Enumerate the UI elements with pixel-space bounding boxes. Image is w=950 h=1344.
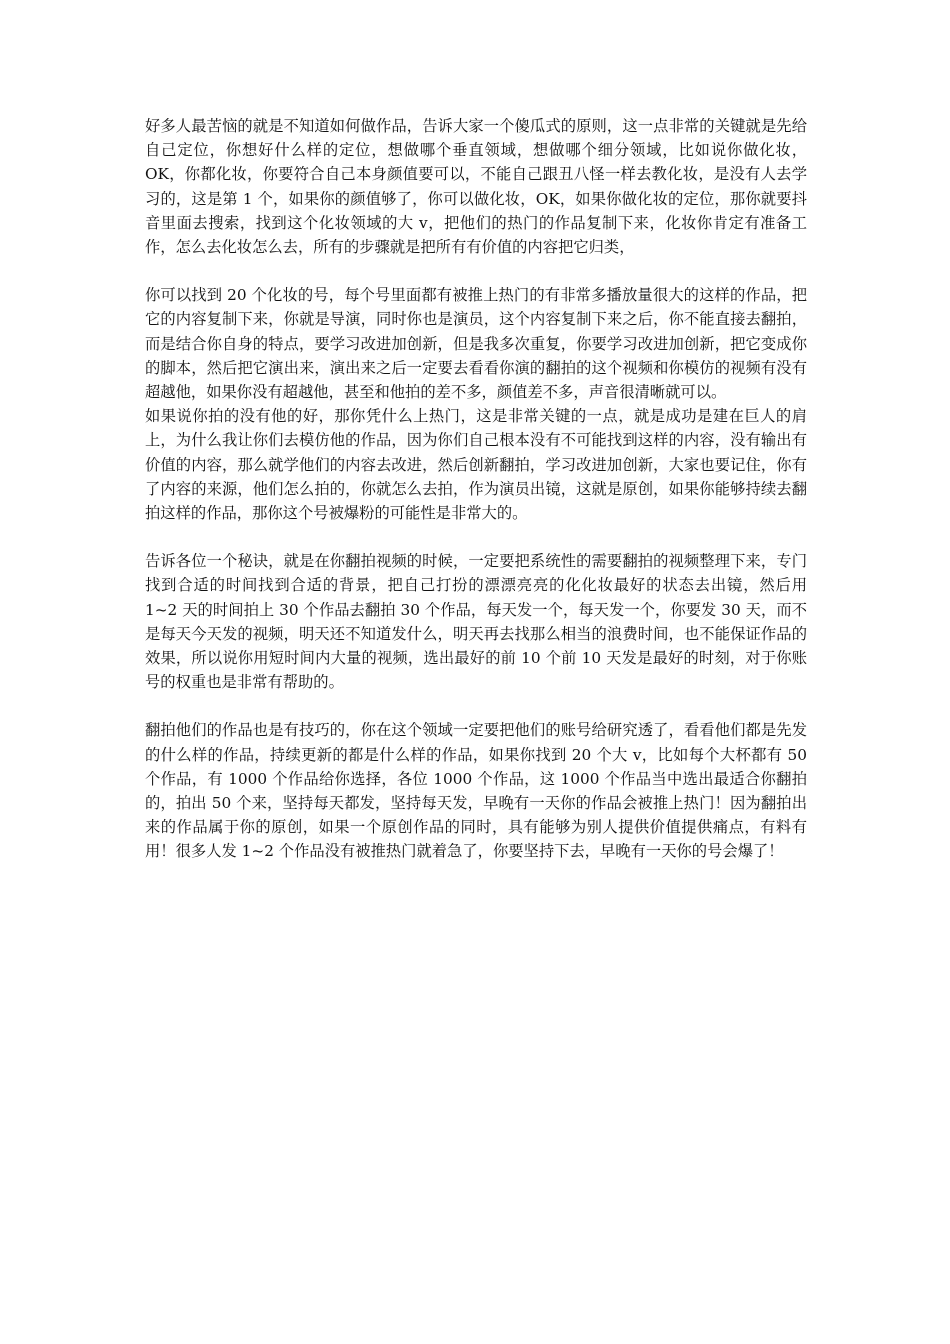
paragraph-4: 告诉各位一个秘诀，就是在你翻拍视频的时候，一定要把系统性的需要翻拍的视频整理下来，专门找到合适的时间找到合适的背景，把自己打扮的漂漂亮亮的化化妆最好的状态去出镜，然后用 1~2 天的时间拍上 30 个作品去翻拍 30 个作品，每天发一个，每天发一个，你要发 30 天，而不是每天今天发的视频，明天还不知道发什么，明天再去找那么相当的浪费时间，也不能保证作品的效果，所以说你用短时间内大量的视频，选出最好的前 10 个前 10 天发是最好的时刻，对于你账号的权重也是非常有帮助的。 [145, 552, 807, 692]
paragraph-spacer [145, 525, 807, 549]
paragraph-spacer [145, 694, 807, 718]
paragraph-spacer [145, 259, 807, 283]
document-body [145, 114, 807, 864]
paragraph-5: 翻拍他们的作品也是有技巧的，你在这个领域一定要把他们的账号给研究透了，看看他们都是先发的什么样的作品，持续更新的都是什么样的作品，如果你找到 20 个大 v，比如每个大杯都有 50 个作品，有 1000 个作品给你选择，各位 1000 个作品，这 1000 个作品当中选出最适合你翻拍的，拍出 50 个来，坚持每天都发，坚持每天发，早晚有一天你的作品会被推上热门！因为翻拍出来的作品属于你的原创，如果一个原创作品的同时，具有能够为别人提供价值提供痛点，有料有用！很多人发 1~2 个作品没有被推热门就着急了，你要坚持下去，早晚有一天你的号会爆了！ [145, 721, 807, 861]
paragraph-2: 你可以找到 20 个化妆的号，每个号里面都有被推上热门的有非常多播放量很大的这样的作品，把它的内容复制下来，你就是导演，同时你也是演员，这个内容复制下来之后，你不能直接去翻拍，而是结合你自身的特点，要学习改进加创新，但是我多次重复，你要学习改进加创新，把它变成你的脚本，然后把它演出来，演出来之后一定要去看看你演的翻拍的这个视频和你模仿的视频有没有超越他，如果你没有超越他，甚至和他拍的差不多，颜值差不多，声音很清晰就可以。 [145, 286, 807, 402]
paragraph-3: 如果说你拍的没有他的好，那你凭什么上热门，这是非常关键的一点，就是成功是建在巨人的肩上，为什么我让你们去模仿他的作品，因为你们自己根本没有不可能找到这样的内容，没有输出有价值的内容，那么就学他们的内容去改进，然后创新翻拍，学习改进加创新，大家也要记住，你有了内容的来源，他们怎么拍的，你就怎么去拍，作为演员出镜，这就是原创，如果你能够持续去翻拍这样的作品，那你这个号被爆粉的可能性是非常大的。 [145, 407, 807, 523]
paragraph-1: 好多人最苦恼的就是不知道如何做作品，告诉大家一个傻瓜式的原则，这一点非常的关键就是先给自己定位，你想好什么样的定位，想做哪个垂直领域，想做哪个细分领域，比如说你做化妆，OK，你都化妆，你要符合自己本身颜值要可以，不能自己跟丑八怪一样去教化妆，是没有人去学习的，这是第 1 个，如果你的颜值够了，你可以做化妆，OK，如果你做化妆的定位，那你就要抖音里面去搜索，找到这个化妆领域的大 v，把他们的热门的作品复制下来，化妆你肯定有准备工作，怎么去化妆怎么去，所有的步骤就是把所有有价值的内容把它归类， [145, 117, 807, 257]
